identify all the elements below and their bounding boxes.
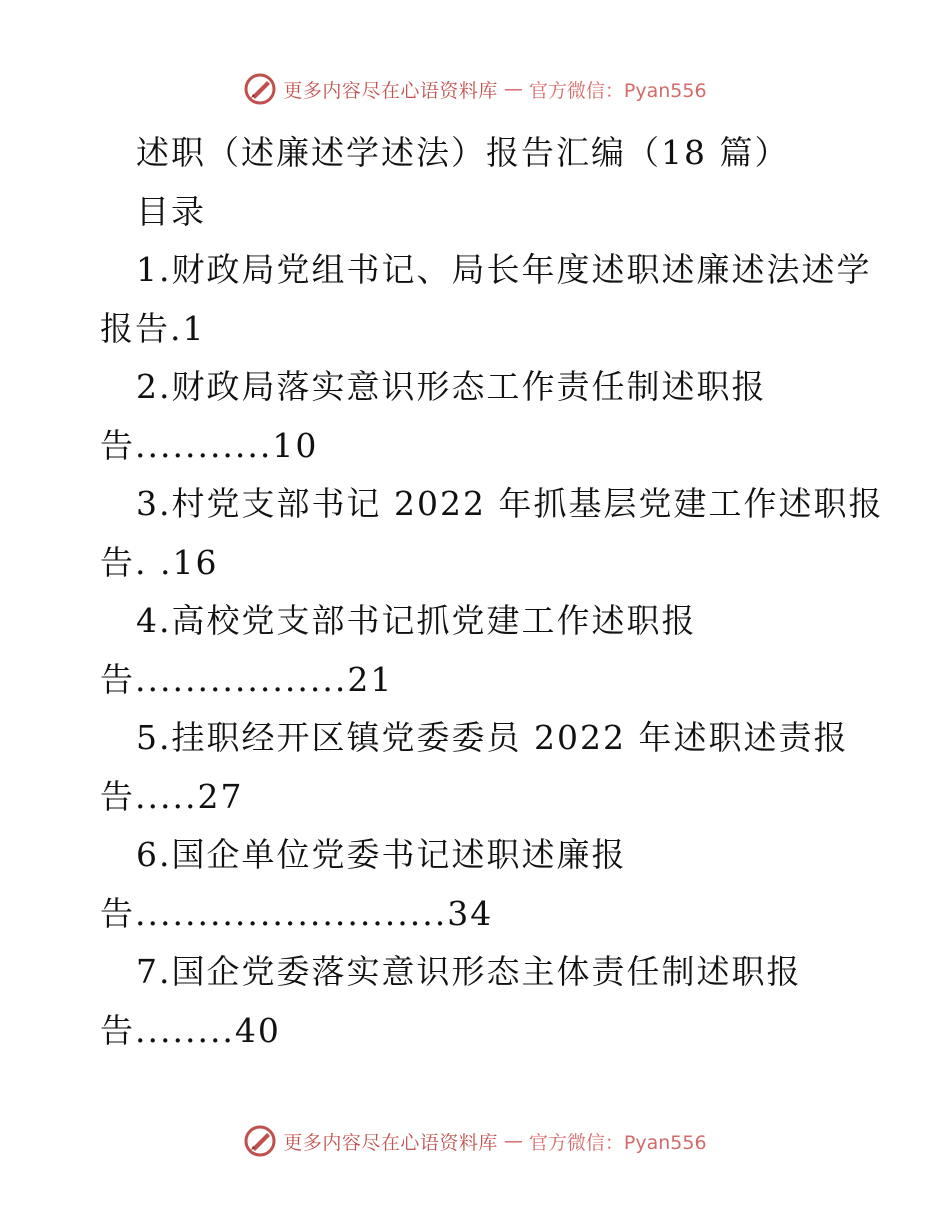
toc-entry-7-page[interactable]: 告........40 <box>100 1010 281 1050</box>
toc-entry-2-page[interactable]: 告...........10 <box>100 425 319 465</box>
document-body <box>100 124 884 1060</box>
document-title: 述职（述廉述学述法）报告汇编（18 篇） <box>136 133 790 172</box>
toc-entry-5-title[interactable]: 5.挂职经开区镇党委委员 2022 年述职述责报 <box>136 718 849 757</box>
toc-entry-2-title[interactable]: 2.财政局落实意识形态工作责任制述职报 <box>136 367 767 406</box>
toc-entry-1-page[interactable]: 报告.1 <box>100 308 206 348</box>
toc-entry-6-page[interactable]: 告.........................34 <box>100 893 494 933</box>
toc-entry-4-title[interactable]: 4.高校党支部书记抓党建工作述职报 <box>136 601 697 640</box>
toc-entry-6-title[interactable]: 6.国企单位党委书记述职述廉报 <box>136 835 627 874</box>
watermark-separator: — <box>503 78 523 100</box>
toc-entry-3-title[interactable]: 3.村党支部书记 2022 年抓基层党建工作述职报 <box>136 484 884 523</box>
watermark-brand: 更多内容尽在心语资料库 <box>283 1131 498 1154</box>
logo-icon <box>243 1124 277 1158</box>
watermark-separator: — <box>503 1130 523 1152</box>
toc-heading: 目录 <box>136 191 206 231</box>
toc-list <box>100 241 884 1060</box>
header-watermark <box>0 72 950 106</box>
toc-entry-4-page[interactable]: 告.................21 <box>100 659 394 699</box>
logo-icon <box>243 72 277 106</box>
watermark-contact: 官方微信：Pyan556 <box>528 79 707 102</box>
watermark-contact: 官方微信：Pyan556 <box>528 1131 707 1154</box>
toc-entry-7-title[interactable]: 7.国企党委落实意识形态主体责任制述职报 <box>136 952 802 991</box>
toc-entry-5-page[interactable]: 告.....27 <box>100 776 244 816</box>
footer-watermark <box>0 1124 950 1158</box>
toc-entry-3-page[interactable]: 告. .16 <box>100 542 219 582</box>
toc-entry-1-title[interactable]: 1.财政局党组书记、局长年度述职述廉述法述学 <box>136 250 872 289</box>
watermark-brand: 更多内容尽在心语资料库 <box>283 79 498 102</box>
